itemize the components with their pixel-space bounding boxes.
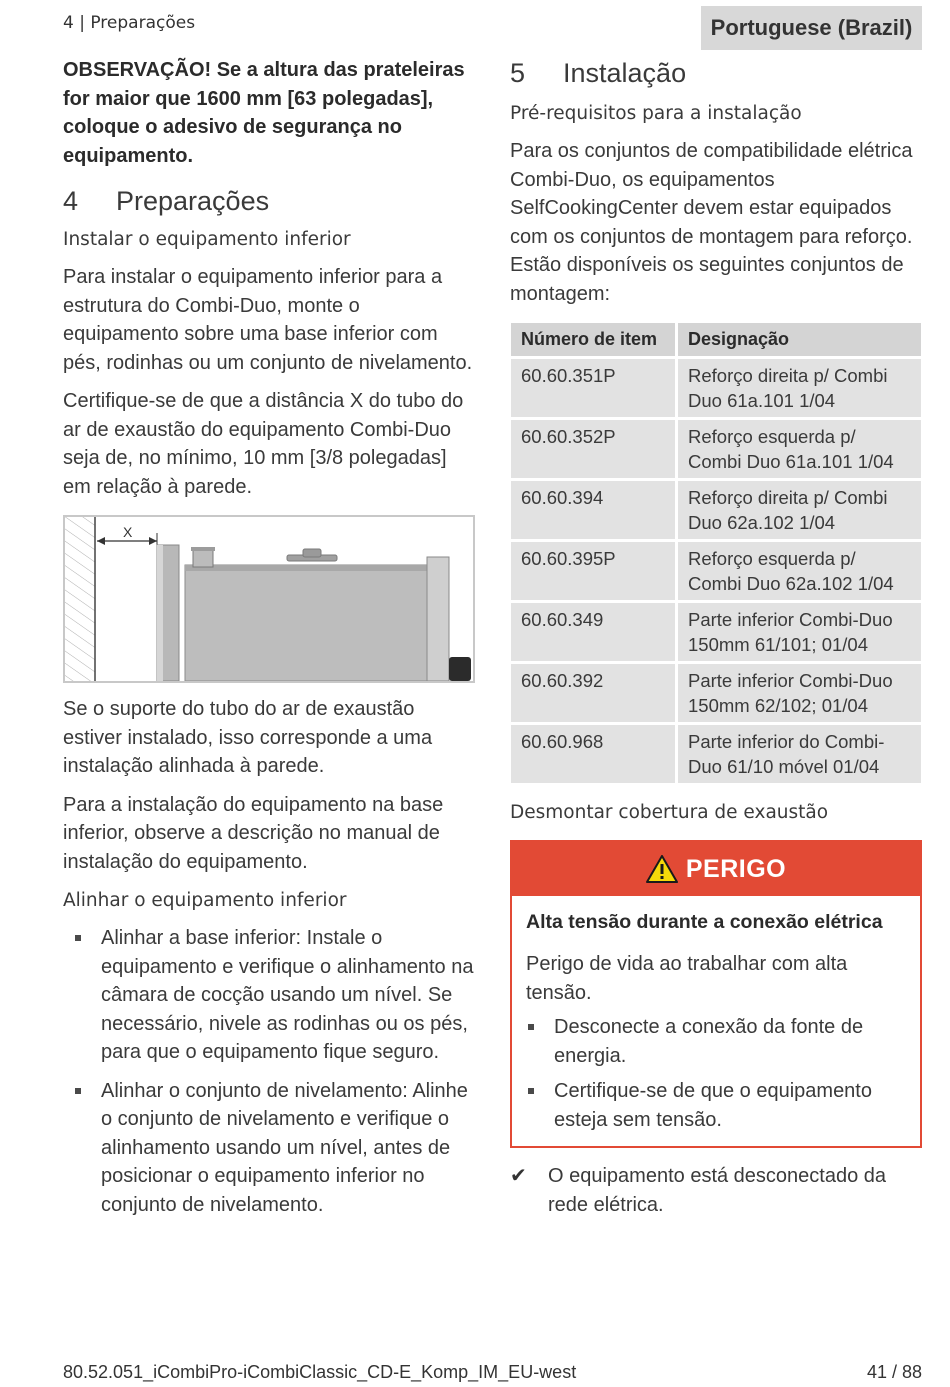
paragraph-wall-aligned: Se o suporte do tubo do ar de exaustão estiver instalado, isso corresponde a uma instalação alinhada à parede. xyxy=(63,698,433,777)
list-item-text: Desconecte a conexão da fonte de energia. xyxy=(554,1016,864,1067)
item-number-cell: 60.60.968 xyxy=(511,725,675,783)
align-steps-list xyxy=(63,924,475,1219)
column-header-designation: Designação xyxy=(678,323,921,356)
designation-cell: Parte inferior do Combi-Duo 61/10 móvel 01/04 xyxy=(678,725,921,783)
result-line xyxy=(510,1162,922,1219)
subheading-remove-exhaust-cover: Desmontar cobertura de exaustão xyxy=(510,802,829,823)
paragraph-prerequisites: Para os conjuntos de compatibilidade elétrica Combi-Duo, os equipamentos SelfCookingCenter devem estar equipados com os conjuntos de montagem para reforço. xyxy=(510,140,913,248)
danger-header xyxy=(512,842,920,896)
table-header-row xyxy=(511,323,921,356)
bullet-square-icon xyxy=(75,1088,81,1094)
top-pipe xyxy=(193,549,213,567)
danger-steps-list xyxy=(526,1013,906,1134)
footer-document-id: 80.52.051_iCombiPro-iCombiClassic_CD-E_Komp_IM_EU-west xyxy=(63,1362,577,1382)
section-heading-preparations xyxy=(63,184,475,218)
designation-cell: Reforço esquerda p/ Combi Duo 61a.101 1/04 xyxy=(678,420,921,478)
appliance-handle xyxy=(449,657,471,681)
list-item-text: Alinhar a base inferior: Instale o equipamento e verifique o alinhamento na câmara de cocção usando um nível. Se necessário, nivele as rodinhas ou os pés, para que o equipamento fique seguro. xyxy=(101,927,474,1063)
designation-cell: Reforço direita p/ Combi Duo 62a.102 1/04 xyxy=(678,481,921,539)
appliance-body xyxy=(185,565,447,681)
paragraph-kits: Estão disponíveis os seguintes conjuntos de montagem: xyxy=(510,254,904,305)
dimension-label: X xyxy=(123,524,133,540)
wall-distance-diagram xyxy=(65,517,473,681)
designation-cell: Reforço esquerda p/ Combi Duo 62a.102 1/04 xyxy=(678,542,921,600)
warning-triangle-icon xyxy=(646,855,678,883)
list-item xyxy=(63,924,475,1067)
list-item-text: Alinhar o conjunto de nivelamento: Alinhe o conjunto de nivelamento e verifique o alinhamento usando um nível, antes de posicionar o equipamento inferior no conjunto de nivelamento. xyxy=(101,1079,468,1216)
column-header-item-number: Número de item xyxy=(511,323,675,356)
section-title: Preparações xyxy=(116,186,270,216)
item-number-cell: 60.60.351P xyxy=(511,359,675,417)
danger-text: Perigo de vida ao trabalhar com alta tensão. xyxy=(526,953,848,1004)
designation-cell: Reforço direita p/ Combi Duo 61a.101 1/04 xyxy=(678,359,921,417)
subheading-prerequisites: Pré-requisitos para a instalação xyxy=(510,103,802,124)
footer-page-number: 41 / 88 xyxy=(866,1362,922,1382)
bullet-square-icon xyxy=(528,1024,534,1030)
list-item xyxy=(526,1077,906,1134)
designation-cell: Parte inferior Combi-Duo 150mm 61/101; 01/04 xyxy=(678,603,921,661)
list-item xyxy=(526,1013,906,1070)
danger-body xyxy=(512,896,920,1146)
table-row xyxy=(511,664,921,722)
table-row xyxy=(511,481,921,539)
wall-hatch xyxy=(65,517,95,681)
left-column xyxy=(63,56,475,1219)
item-number-cell: 60.60.349 xyxy=(511,603,675,661)
item-number-cell: 60.60.394 xyxy=(511,481,675,539)
safety-note: OBSERVAÇÃO! Se a altura das prateleiras for maior que 1600 mm [63 polegadas], coloque o adesivo de segurança no equipamento. xyxy=(63,59,465,167)
table-row xyxy=(511,359,921,417)
danger-subtitle: Alta tensão durante a conexão elétrica xyxy=(526,911,883,933)
subheading-align-lower-unit: Alinhar o equipamento inferior xyxy=(63,890,347,911)
item-number-cell: 60.60.392 xyxy=(511,664,675,722)
checkmark-icon: ✔ xyxy=(510,1165,527,1187)
paragraph-distance: Certifique-se de que a distância X do tubo do ar de exaustão do equipamento Combi-Duo seja de, no mínimo, 10 mm [3/8 polegadas] em relação à parede. xyxy=(63,390,464,498)
right-column xyxy=(510,56,922,1219)
dimension-arrow-right xyxy=(149,537,157,545)
bullet-square-icon xyxy=(528,1088,534,1094)
mounting-kits-table xyxy=(508,320,924,786)
appliance-side-panel xyxy=(427,557,449,681)
danger-title: PERIGO xyxy=(685,854,787,883)
item-number-cell: 60.60.352P xyxy=(511,420,675,478)
result-text: O equipamento está desconectado da rede elétrica. xyxy=(548,1165,887,1216)
installation-figure xyxy=(63,515,475,683)
bullet-square-icon xyxy=(75,935,81,941)
language-badge: Portuguese (Brazil) xyxy=(701,6,922,50)
dimension-arrow-left xyxy=(97,537,105,545)
section-number: 5 xyxy=(510,58,526,88)
danger-box xyxy=(510,840,922,1148)
paragraph-install: Para instalar o equipamento inferior para a estrutura do Combi-Duo, monte o equipamento sobre uma base inferior com pés, rodinhas ou um conjunto de nivelamento. xyxy=(63,266,473,374)
running-head: 4 | Preparações xyxy=(63,13,196,33)
table-row xyxy=(511,725,921,783)
table-row xyxy=(511,603,921,661)
subheading-install-lower-unit: Instalar o equipamento inferior xyxy=(63,229,351,250)
section-heading-installation xyxy=(510,56,922,90)
designation-cell: Parte inferior Combi-Duo 150mm 62/102; 01/04 xyxy=(678,664,921,722)
list-item-text: Certifique-se de que o equipamento esteja sem tensão. xyxy=(554,1080,872,1131)
table-row xyxy=(511,542,921,600)
section-number: 4 xyxy=(63,186,79,216)
list-item xyxy=(63,1077,475,1220)
table-row xyxy=(511,420,921,478)
section-title: Instalação xyxy=(563,58,687,88)
item-number-cell: 60.60.395P xyxy=(511,542,675,600)
paragraph-base-install: Para a instalação do equipamento na base inferior, observe a descrição no manual de instalação do equipamento. xyxy=(63,793,444,873)
